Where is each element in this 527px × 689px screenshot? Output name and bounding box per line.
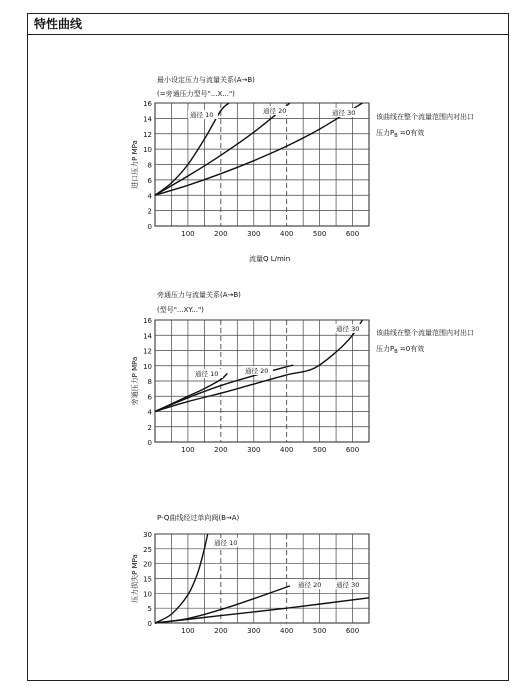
chart-subtitle: (=旁通压力型号"...X..."): [157, 90, 235, 98]
x-tick-label: 100: [181, 446, 195, 454]
x-tick-label: 300: [247, 230, 261, 238]
x-tick-label: 400: [280, 230, 294, 238]
y-tick-label: 8: [147, 378, 152, 386]
chart-title: 最小设定压力与流量关系(A→B): [157, 76, 255, 84]
y-axis-label: 进口压力P MPa: [131, 140, 139, 189]
series-line: [155, 586, 290, 623]
y-tick-label: 14: [143, 332, 152, 341]
x-tick-label: 400: [280, 627, 294, 635]
x-tick-label: 200: [214, 230, 228, 238]
y-tick-label: 16: [143, 100, 152, 108]
y-tick-label: 10: [143, 590, 152, 599]
y-tick-label: 16: [143, 317, 152, 325]
series-label: 通径 10: [195, 370, 219, 378]
x-tick-label: 200: [214, 627, 228, 635]
x-tick-label: 400: [280, 446, 294, 454]
note-line-1: 该曲线在整个流量范围内对出口: [376, 329, 474, 337]
y-tick-label: 25: [143, 545, 152, 554]
y-axis-label: 旁通压力P MPa: [131, 356, 139, 406]
y-tick-label: 8: [147, 161, 152, 170]
x-tick-label: 100: [181, 230, 195, 238]
y-tick-label: 0: [147, 620, 152, 628]
x-tick-label: 500: [312, 446, 327, 454]
y-tick-label: 20: [143, 560, 152, 569]
x-tick-label: 500: [312, 230, 327, 238]
chart-subtitle: (型号"...XY..."): [157, 306, 204, 314]
series-label: 通径 30: [336, 325, 360, 333]
y-tick-label: 6: [147, 176, 152, 185]
series-label: 通径 20: [263, 107, 287, 115]
page-title: 特性曲线: [28, 14, 508, 35]
y-tick-label: 2: [147, 207, 152, 216]
series-label: 通径 30: [332, 109, 356, 117]
x-tick-label: 500: [312, 627, 327, 635]
y-tick-label: 0: [147, 439, 152, 447]
x-tick-label: 600: [345, 230, 360, 238]
series-line: [155, 598, 369, 623]
y-tick-label: 10: [143, 146, 152, 155]
x-tick-label: 300: [247, 627, 261, 635]
y-tick-label: 4: [147, 408, 152, 417]
note-line-2: 压力$P_B =0$有效: [376, 345, 425, 355]
y-tick-label: 10: [143, 362, 152, 371]
y-tick-label: 15: [143, 575, 152, 584]
x-tick-label: 600: [345, 446, 360, 454]
y-tick-label: 14: [143, 115, 152, 124]
x-tick-label: 600: [345, 627, 360, 635]
x-axis-label: 流量Q L/min: [249, 255, 291, 263]
y-tick-label: 12: [143, 347, 152, 356]
series-label: 通径 30: [336, 581, 360, 589]
y-tick-label: 30: [143, 531, 152, 539]
y-tick-label: 0: [147, 223, 152, 231]
series-label: 通径 20: [245, 367, 269, 375]
y-tick-label: 12: [143, 130, 152, 139]
y-tick-label: 4: [147, 192, 152, 201]
y-axis-label: 压力损失P MPa: [131, 554, 139, 603]
series-label: 通径 20: [298, 581, 322, 589]
x-tick-label: 100: [181, 627, 195, 635]
y-tick-label: 6: [147, 393, 152, 402]
note-line-2: 压力$P_B =0$有效: [376, 129, 425, 139]
y-tick-label: 2: [147, 423, 152, 432]
chart-title: 旁通压力与流量关系(A→B): [157, 291, 241, 299]
y-tick-label: 5: [147, 605, 152, 614]
x-tick-label: 300: [247, 446, 261, 454]
chart-title: P-Q曲线经过单向阀(B→A): [157, 514, 240, 522]
series-label: 通径 10: [214, 539, 238, 547]
series-label: 通径 10: [190, 111, 214, 119]
note-line-1: 该曲线在整个流量范围内对出口: [376, 113, 474, 121]
series-line: [155, 373, 227, 411]
x-tick-label: 200: [214, 446, 228, 454]
